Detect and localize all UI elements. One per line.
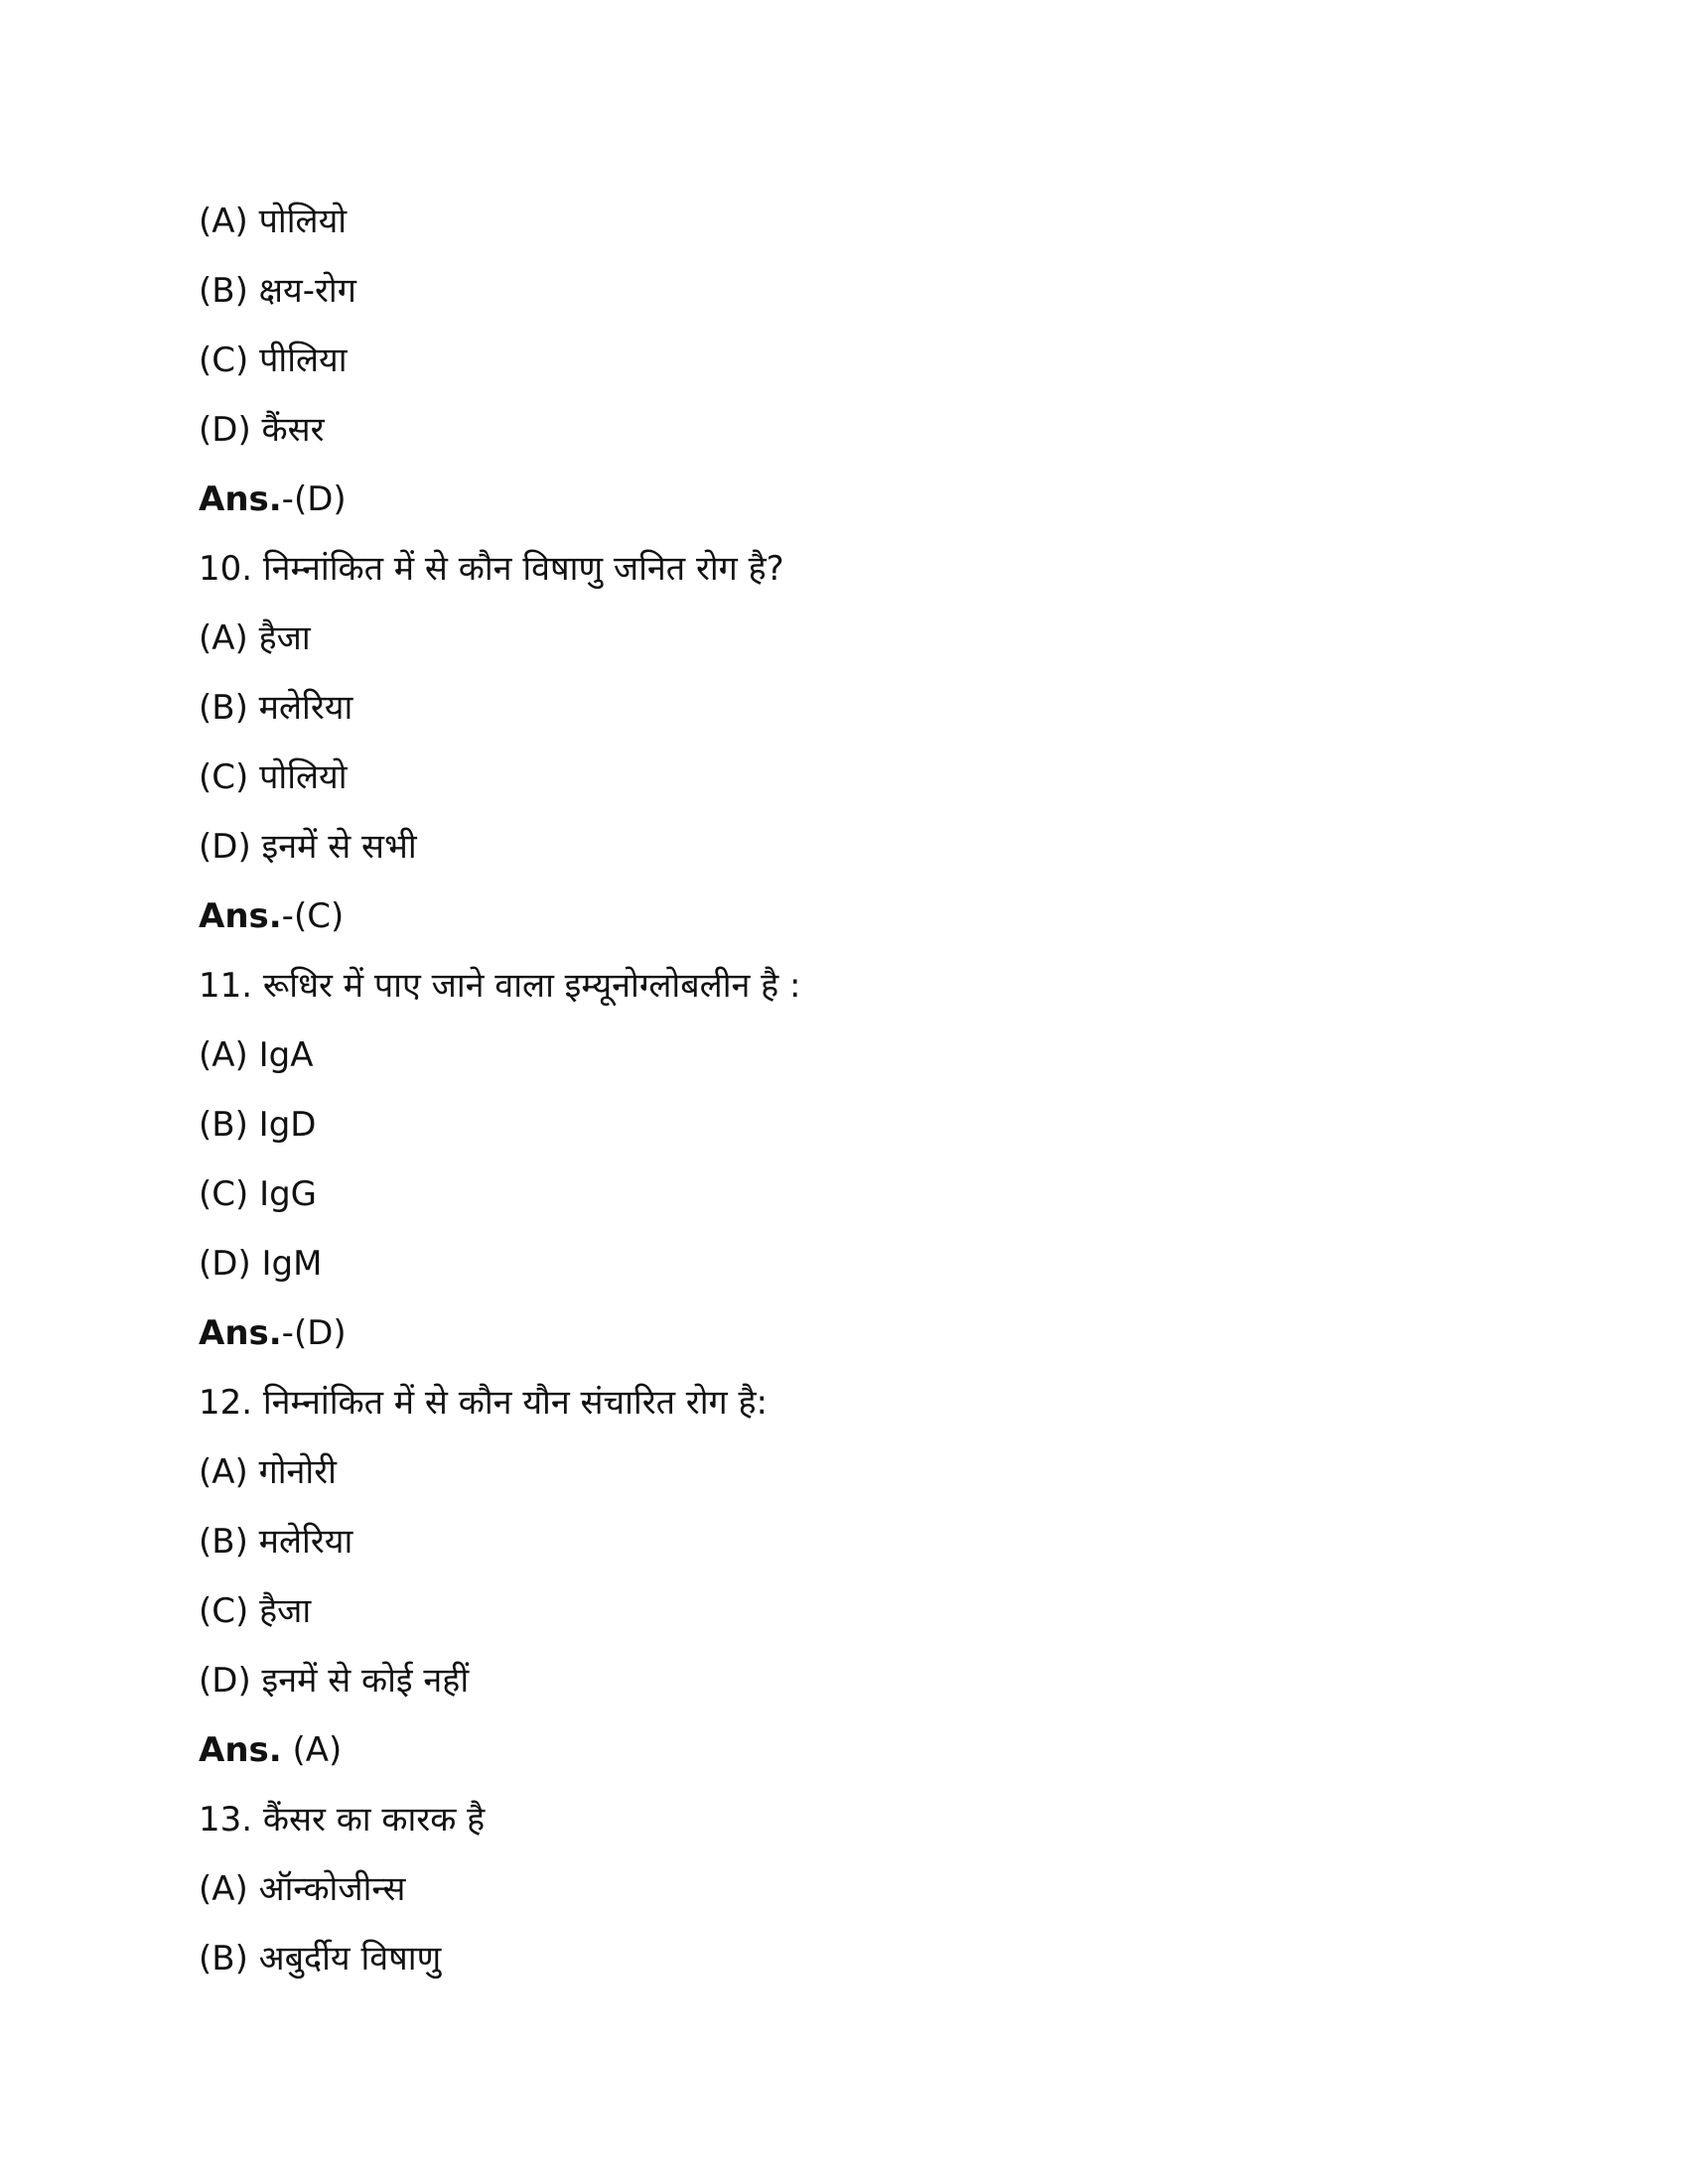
answer-label: Ans.	[199, 1313, 282, 1353]
answer-value: (A)	[281, 1730, 343, 1770]
option-line: (D) इनमें से सभी	[199, 827, 417, 867]
answer-label: Ans.	[199, 896, 282, 936]
option-line: (B) मलेरिया	[199, 1522, 353, 1562]
question-line: 11. रूधिर में पाए जाने वाला इम्यूनोग्लोबलीन है :	[199, 966, 801, 1006]
option-line: (A) गोनोरी	[199, 1452, 337, 1492]
option-line: (C) पीलिया	[199, 341, 348, 380]
option-line: (A) IgA	[199, 1035, 314, 1075]
option-line: (B) क्षय-रोग	[199, 271, 356, 311]
answer-label: Ans.	[199, 1730, 282, 1770]
option-line: (D) इनमें से कोई नहीं	[199, 1661, 470, 1701]
option-line: (A) ऑन्कोजीन्स	[199, 1869, 406, 1909]
option-line: (A) हैजा	[199, 618, 311, 658]
answer-label: Ans.	[199, 479, 282, 519]
answer-line	[199, 1720, 1489, 1790]
answer-value: -(D)	[281, 1313, 347, 1353]
document-body	[199, 192, 1489, 1998]
answer-line	[199, 1303, 1489, 1373]
answer-line	[199, 887, 1489, 956]
question-line: 10. निम्नांकित में से कौन विषाणु जनित रोग है?	[199, 549, 784, 589]
option-line: (B) अबुर्दीय विषाणु	[199, 1939, 442, 1979]
answer-value: -(C)	[281, 896, 345, 936]
option-line: (D) IgM	[199, 1244, 323, 1284]
option-line: (D) कैंसर	[199, 410, 325, 450]
question-line: 13. कैंसर का कारक है	[199, 1800, 486, 1840]
answer-line	[199, 470, 1489, 539]
option-line: (B) मलेरिया	[199, 688, 353, 728]
option-line: (C) IgG	[199, 1174, 318, 1214]
option-line: (C) पोलियो	[199, 757, 348, 797]
question-line: 12. निम्नांकित में से कौन यौन संचारित रोग है:	[199, 1383, 768, 1423]
option-line: (A) पोलियो	[199, 202, 348, 241]
answer-value: -(D)	[281, 479, 347, 519]
option-line: (C) हैजा	[199, 1591, 312, 1631]
option-line: (B) IgD	[199, 1105, 317, 1145]
